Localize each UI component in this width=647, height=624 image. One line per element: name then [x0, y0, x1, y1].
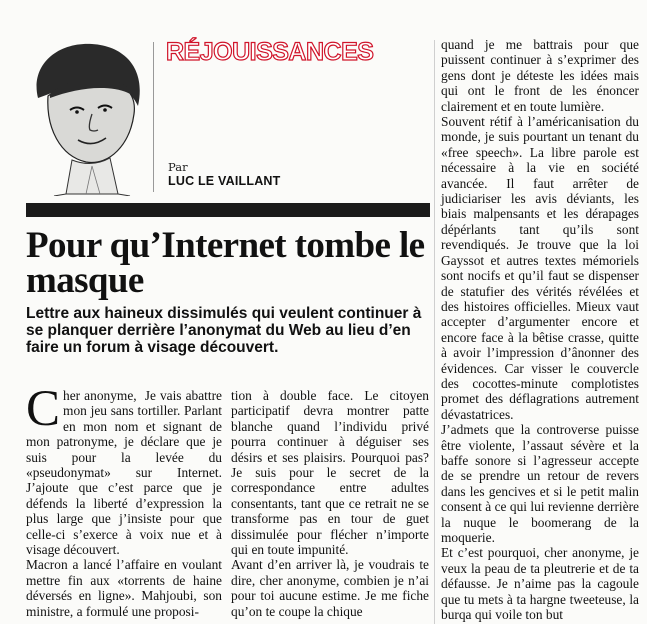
body-column-3 [441, 37, 639, 622]
paragraph: J’admets que la controverse puisse être violente, l’assaut sévère et la baffe sonore si l’agresseur accepte de se prendre un retour de revers dans les gencives et si le petit malin consent à ce qui lui revienne derrière la nuque le boomerang de la moquerie. [441, 422, 639, 545]
body-column-1 [26, 381, 222, 619]
paragraph: her anonyme, Je vais abattre mon jeu sans tortiller. Parlant en mon nom et signant de mon patronyme, je déclare que je suis pour la levée du «pseudonymat» sur Internet. J’ajoute que c’est parce que je défends la liberté d’expression la plus large que j’insiste pour que celle-ci s’exerce à voix nue et à visage découvert. [26, 388, 222, 558]
caricature-collar [66, 158, 118, 194]
byline-prefix: Par [168, 160, 188, 174]
author-caricature [26, 36, 152, 196]
header-band [26, 203, 430, 217]
column-divider [434, 40, 435, 624]
paragraph: quand je me battrais pour que puissent continuer à s’exprimer des gens dont je déteste les idées mais qui ont le front de les énoncer clairement et en toute lumière. [441, 37, 639, 114]
drop-cap: C [26, 381, 61, 437]
portrait-divider [153, 42, 154, 192]
byline-author: LUC LE VAILLANT [168, 174, 281, 188]
caricature-face [48, 84, 135, 163]
section-kicker: RÉJOUISSANCES [166, 38, 374, 66]
paragraph: Souvent rétif à l’américanisation du monde, je suis pourtant un tenant du «free speech». La libre parole est nécessaire à la vie en société avancée. Il faut arrêter de judiciariser les avis déviants, les biais malpensants et les dérapages dépérlants tant qu’ils sont revendiqués. Je trouve que la loi Gayssot et autres textes mémoriels sont nocifs et qu’il faut se dispenser de statufier des vérités révélées et des histoires officielles. Mieux vaut accepter d’argumenter encore et encore face à la bêtise crasse, quitte à avoir l’impression d’ânonner des évidences. Car visser le couvercle des cocottes-minute complotistes promet des déflagrations autrement dévastatrices. [441, 114, 639, 422]
paragraph: Macron a lancé l’affaire en voulant mettre fin aux «torrents de haine déversés en ligne». Mahjoubi, son ministre, a formulé une proposi- [26, 557, 222, 619]
paragraph: Avant d’en arriver là, je voudrais te dire, cher anonyme, combien je n’ai pour toi aucune estime. Je me fiche qu’on te coupe la chique [231, 557, 429, 619]
article-deck: Lettre aux haineux dissimulés qui veulent continuer à se planquer derrière l’anonymat du Web au lieu d’en faire un forum à visage découvert. [26, 305, 422, 356]
paragraph: tion à double face. Le citoyen participatif devra montrer patte blanche quand l’individu privé pourra continuer à déguiser ses désirs et ses plaisirs. Pourquoi pas? Je suis pour le secret de la correspondance entre adultes consentants, tant que ce retrait ne se transforme pas en tour de guet dissimulée pour flécher n’importe qui en toute impunité. [231, 388, 429, 558]
paragraph: Et c’est pourquoi, cher anonyme, je veux la peau de ta pleutrerie et de ta défausse. Je n’aime pas la cagoule que tu mets à ta hargne tweeteuse, la burqa qui voile ton but [441, 545, 639, 623]
body-column-2 [231, 388, 429, 619]
article-headline: Pour qu’Internet tombe le masque [26, 225, 425, 301]
